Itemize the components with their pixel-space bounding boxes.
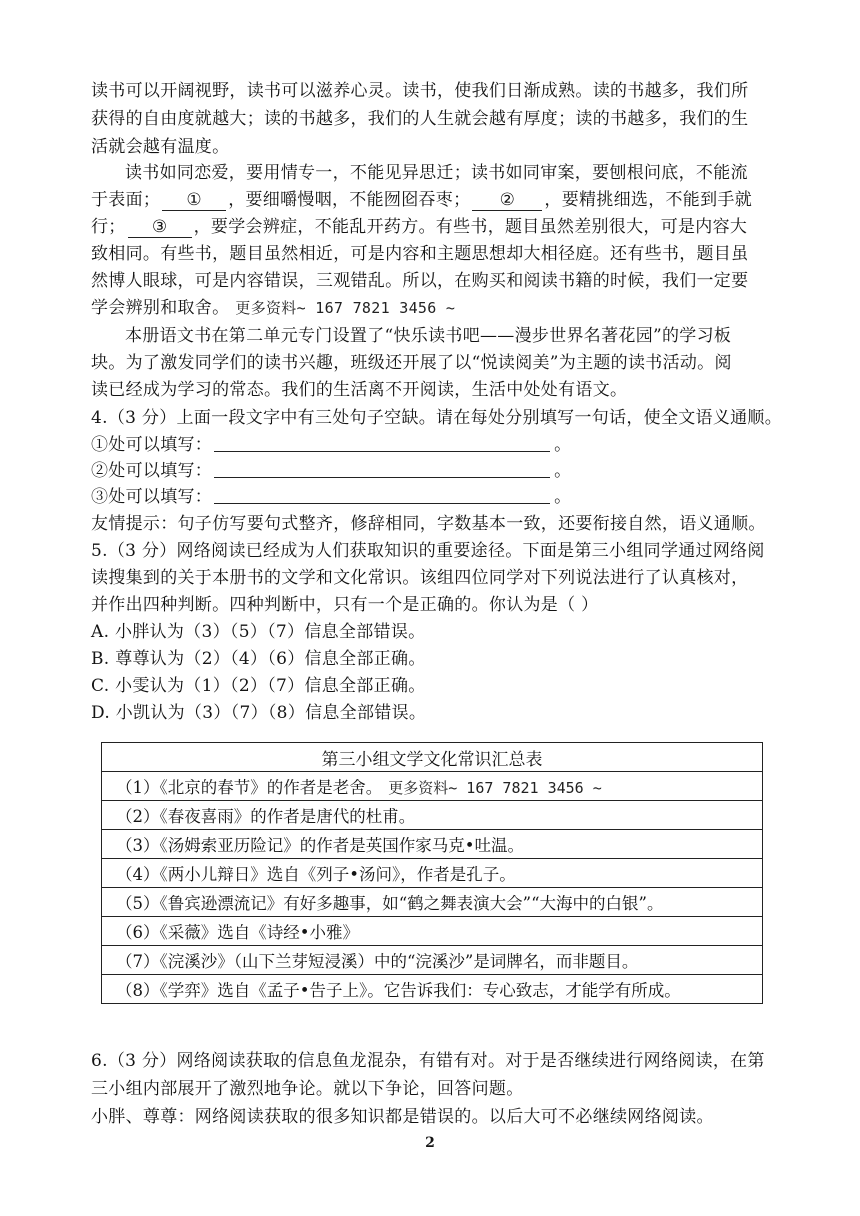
passage-line: 块。为了激发同学们的读书兴趣，班级还开展了以“悦读阅美”为主题的读书活动。阅 bbox=[91, 353, 732, 373]
blank-2: ② bbox=[472, 190, 542, 211]
table-row: （8）《学弈》选自《孟子•告子上》。它告诉我们：专心致志，才能学有所成。 bbox=[102, 975, 763, 1004]
q5-option-a[interactable]: A. 小胖认为（3）（5）（7）信息全部错误。 bbox=[91, 622, 426, 642]
q5-option-c[interactable]: C. 小雯认为（1）（2）（7）信息全部正确。 bbox=[91, 676, 426, 696]
passage-line: 读书如同恋爱，要用情专一，不能见异思迁；读书如同审案，要刨根问底，不能流 bbox=[125, 163, 748, 183]
passage-line bbox=[91, 295, 455, 321]
knowledge-summary-table bbox=[101, 742, 763, 1004]
passage-text: 于表面； bbox=[91, 190, 161, 210]
passage-line: 读书可以开阔视野，读书可以滋养心灵。读书，使我们日渐成熟。读的书越多，我们所 bbox=[91, 81, 749, 101]
answer-line-3[interactable] bbox=[214, 485, 550, 504]
ad-watermark-text: 更多资料~ 167 7821 3456 ~ bbox=[235, 299, 456, 317]
passage-line: 读已经成为学习的常态。我们的生活离不开阅读，生活中处处有语文。 bbox=[91, 380, 628, 400]
passage-line: 本册语文书在第二单元专门设置了“快乐读书吧——漫步世界名著花园”的学习板 bbox=[125, 326, 732, 346]
period-mark: 。 bbox=[554, 435, 572, 455]
period-mark: 。 bbox=[554, 487, 572, 507]
q4-fill-label: ②处可以填写： bbox=[91, 461, 213, 481]
passage-line-with-blanks bbox=[91, 214, 747, 240]
passage-text: ，要学会辨症，不能乱开药方。有些书，题目虽然差别很大，可是内容大 bbox=[193, 217, 748, 237]
q4-stem: 4.（3 分）上面一段文字中有三处句子空缺。请在每处分别填写一句话，使全文语义通顺。 bbox=[91, 408, 783, 428]
table-row: （4）《两小儿辩日》选自《列子•汤问》，作者是孔子。 bbox=[102, 859, 763, 888]
table-row bbox=[102, 772, 763, 801]
q6-stem-line: 三小组内部展开了激烈地争论。就以下争论，回答问题。 bbox=[91, 1079, 524, 1099]
q5-stem-line: 5.（3 分）网络阅读已经成为人们获取知识的重要途径。下面是第三小组同学通过网络阅 bbox=[91, 541, 765, 561]
table-row: （6）《采薇》选自《诗经•小雅》 bbox=[102, 917, 763, 946]
blank-3: ③ bbox=[128, 217, 192, 238]
table-title: 第三小组文学文化常识汇总表 bbox=[102, 743, 763, 772]
passage-line: 致相同。有些书，题目虽然相近，可是内容和主题思想却大相径庭。还有些书，题目虽 bbox=[91, 244, 749, 264]
answer-line-1[interactable] bbox=[214, 433, 550, 452]
q4-fill-row-2 bbox=[91, 458, 571, 484]
answer-line-2[interactable] bbox=[214, 459, 550, 478]
table-row: （5）《鲁宾逊漂流记》有好多趣事，如“鹤之舞表演大会”“大海中的白银”。 bbox=[102, 888, 763, 917]
passage-line: 然博人眼球，可是内容错误，三观错乱。所以，在购买和阅读书籍的时候，我们一定要 bbox=[91, 271, 749, 291]
ad-watermark-text: 更多资料~ 167 7821 3456 ~ bbox=[388, 779, 602, 797]
q6-stem-line: 6.（3 分）网络阅读获取的信息鱼龙混杂，有错有对。对于是否继续进行网络阅读，在第 bbox=[91, 1051, 765, 1071]
q4-fill-row-1 bbox=[91, 432, 571, 458]
passage-line: 获得的自由度就越大；读的书越多，我们的人生就会越有厚度；读的书越多，我们的生 bbox=[91, 109, 749, 129]
period-mark: 。 bbox=[554, 461, 572, 481]
table-row: （3）《汤姆索亚历险记》的作者是英国作家马克•吐温。 bbox=[102, 830, 763, 859]
q5-stem-line: 并作出四种判断。四种判断中，只有一个是正确的。你认为是（ ） bbox=[91, 595, 599, 615]
q4-hint: 友情提示：句子仿写要句式整齐，修辞相同，字数基本一致，还要衔接自然，语义通顺。 bbox=[91, 514, 766, 534]
q5-stem-line: 读搜集到的关于本册书的文学和文化常识。该组四位同学对下列说法进行了认真核对， bbox=[91, 568, 749, 588]
q5-option-b[interactable]: B. 尊尊认为（2）（4）（6）信息全部正确。 bbox=[91, 649, 426, 669]
q4-fill-label: ③处可以填写： bbox=[91, 487, 213, 507]
passage-text: 行； bbox=[91, 217, 126, 237]
page-number: 2 bbox=[425, 1135, 435, 1151]
table-row-text: （1）《北京的春节》的作者是老舍。 bbox=[116, 778, 383, 797]
passage-line-with-blanks bbox=[91, 187, 752, 213]
passage-text: ，要精挑细选，不能到手就 bbox=[544, 190, 753, 210]
passage-line: 活就会越有温度。 bbox=[91, 137, 230, 157]
passage-text: 学会辨别和取舍。 bbox=[91, 298, 230, 318]
passage-text: ，要细嚼慢咽，不能囫囵吞枣； bbox=[228, 190, 471, 210]
blank-1: ① bbox=[162, 190, 226, 211]
q4-fill-label: ①处可以填写： bbox=[91, 435, 213, 455]
q6-viewpoint: 小胖、尊尊：网络阅读获取的很多知识都是错误的。以后大可不必继续网络阅读。 bbox=[91, 1107, 714, 1127]
table-row: （2）《春夜喜雨》的作者是唐代的杜甫。 bbox=[102, 801, 763, 830]
q4-fill-row-3 bbox=[91, 484, 571, 510]
table-row: （7）《浣溪沙》（山下兰芽短浸溪）中的“浣溪沙”是词牌名，而非题目。 bbox=[102, 946, 763, 975]
q5-option-d[interactable]: D. 小凯认为（3）（7）（8）信息全部错误。 bbox=[91, 703, 427, 723]
